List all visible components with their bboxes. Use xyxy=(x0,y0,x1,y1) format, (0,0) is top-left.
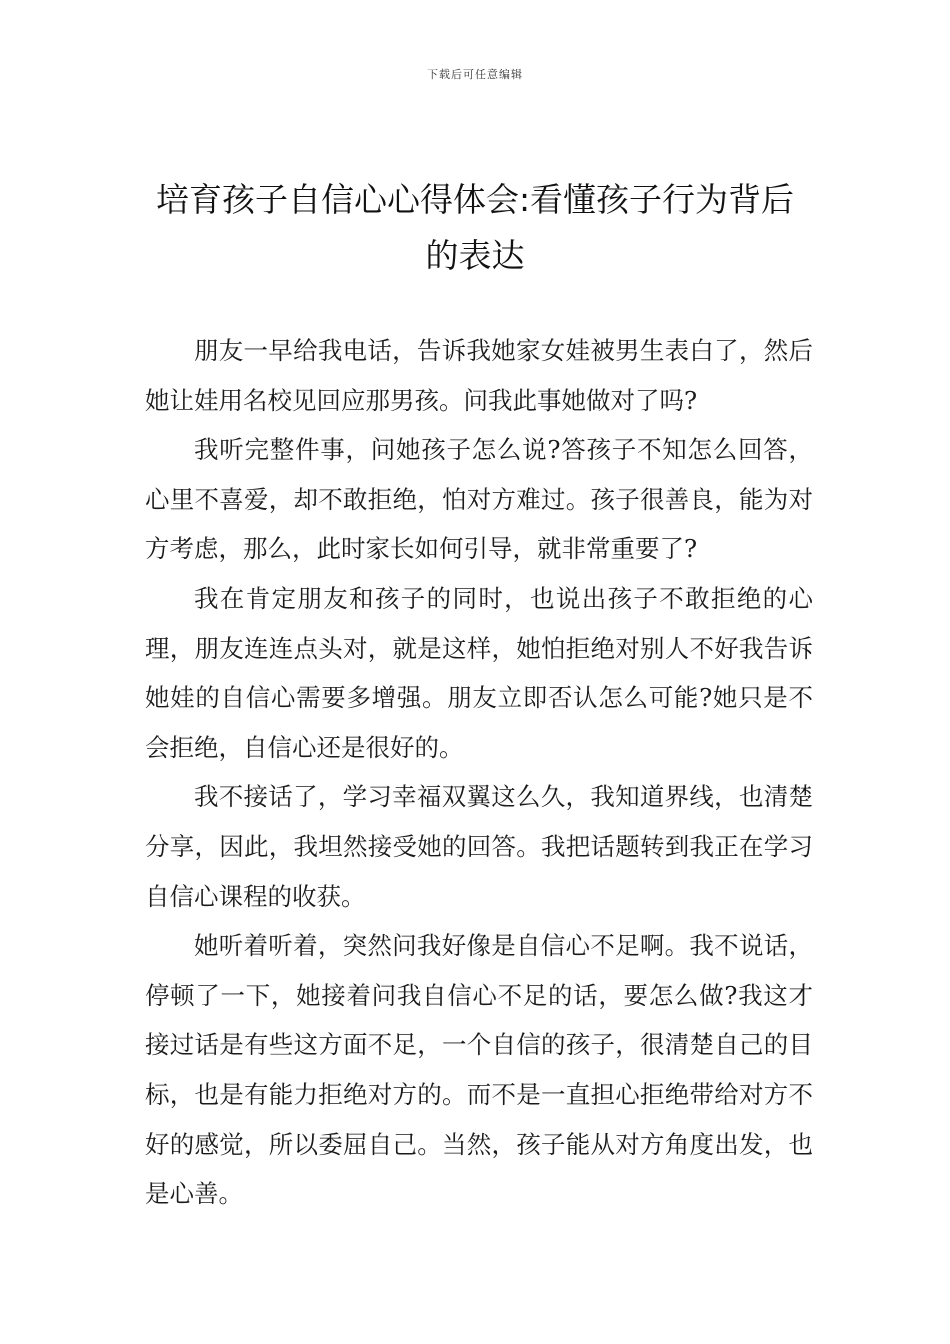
paragraph: 她听着听着，突然问我好像是自信心不足啊。我不说话，停顿了一下，她接着问我自信心不足的话，要怎么做?我这才接过话是有些这方面不足，一个自信的孩子，很清楚自己的目标，也是有能力拒绝对方的。而不是一直担心拒绝带给对方不好的感觉，所以委屈自己。当然，孩子能从对方角度出发，也是心善。 xyxy=(145,931,813,1209)
paragraph: 我听完整件事，问她孩子怎么说?答孩子不知怎么回答，心里不喜爱，却不敢拒绝，怕对方难过。孩子很善良，能为对方考虑，那么，此时家长如何引导，就非常重要了? xyxy=(145,435,813,564)
document-body xyxy=(145,326,813,1219)
paragraph: 我在肯定朋友和孩子的同时，也说出孩子不敢拒绝的心理，朋友连连点头对，就是这样，她怕拒绝对别人不好我告诉她娃的自信心需要多增强。朋友立即否认怎么可能?她只是不会拒绝，自信心还是很好的。 xyxy=(145,583,813,762)
paragraph: 我不接话了，学习幸福双翼这么久，我知道界线，也清楚分享，因此，我坦然接受她的回答。我把话题转到我正在学习自信心课程的收获。 xyxy=(145,782,813,911)
document-title: 培育孩子自信心心得体会:看懂孩子行为背后的表达 xyxy=(155,180,795,275)
header-note: 下载后可任意编辑 xyxy=(427,68,523,81)
paragraph: 朋友一早给我电话，告诉我她家女娃被男生表白了，然后她让娃用名校见回应那男孩。问我此事她做对了吗? xyxy=(145,336,813,415)
